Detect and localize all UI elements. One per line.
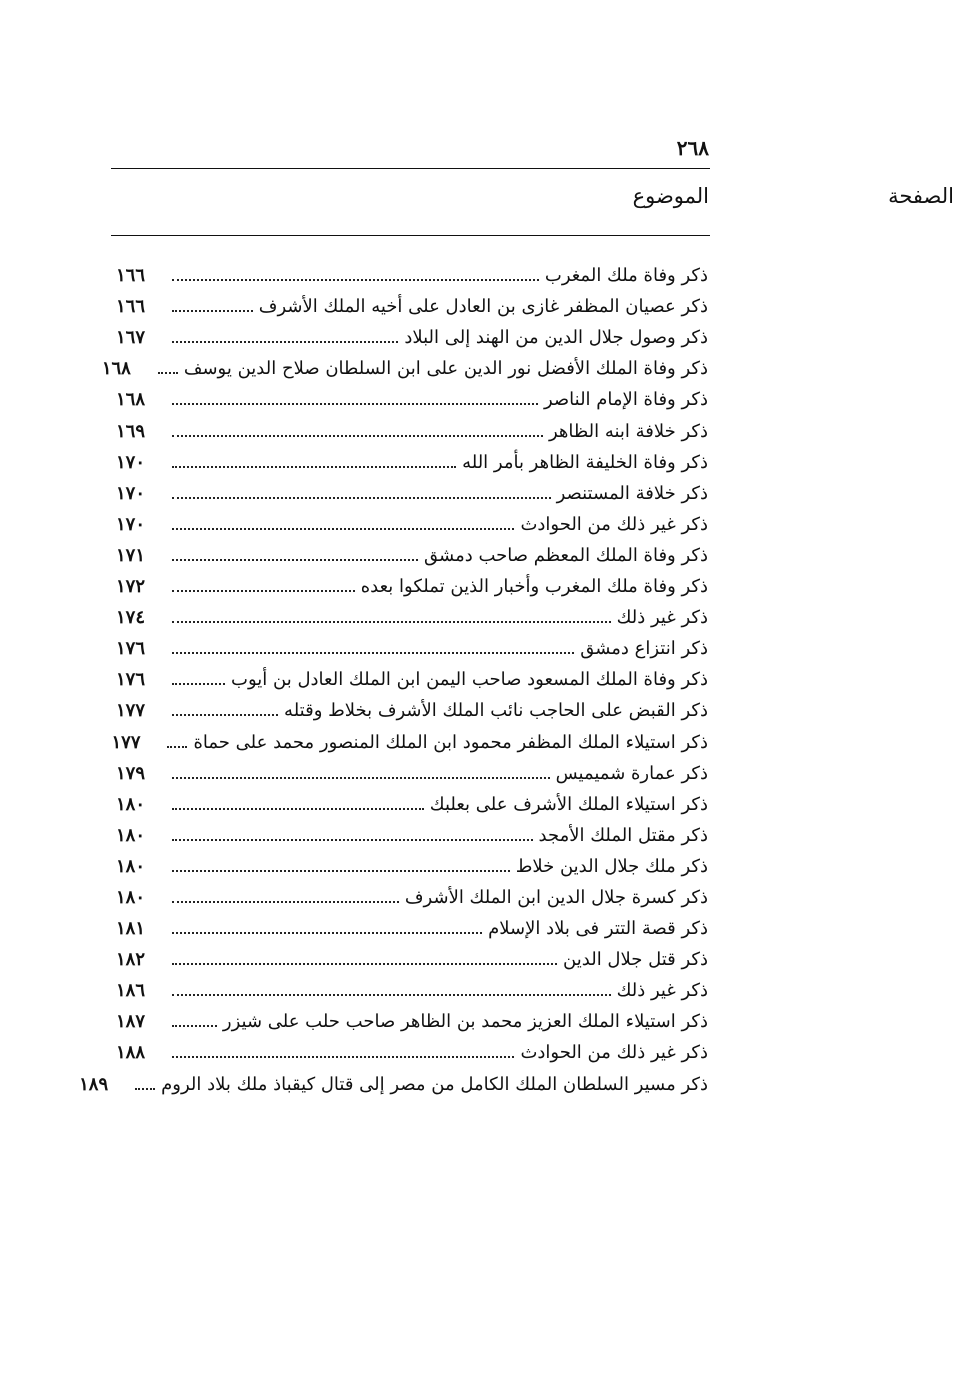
toc-entry-page: ١٧٧	[116, 700, 146, 722]
dot-leader	[172, 497, 551, 499]
toc-entry-title: ذكر قصة التتر فى بلاد الإسلام	[488, 918, 708, 940]
toc-entry	[116, 783, 708, 814]
toc-entry	[116, 627, 708, 658]
toc-entry	[116, 907, 708, 938]
dot-leader	[172, 466, 456, 468]
toc-entry-page: ١٦٦	[116, 296, 146, 318]
toc-entry	[116, 876, 708, 907]
toc-entry	[116, 409, 708, 440]
toc-entry-title: ذكر استيلاء الملك العزيز محمد بن الظاهر صاحب حلب على شيزر	[222, 1011, 708, 1033]
dot-leader	[172, 683, 225, 685]
toc-entry-page: ١٨٨	[116, 1042, 146, 1064]
toc-entry-page: ١٨٩	[79, 1073, 109, 1095]
dot-leader	[172, 1025, 217, 1027]
toc-entry	[116, 316, 708, 347]
header-rule-top	[111, 168, 710, 169]
toc-entry-page: ١٦٨	[101, 358, 131, 380]
toc-entry-page: ١٨٠	[116, 855, 146, 877]
toc-entry-title: ذكر وفاة ملك المغرب وأخبار الذين تملكوا بعده	[360, 576, 708, 598]
dot-leader	[172, 621, 611, 623]
toc-entry-title: ذكر القبض على الحاجب نائب الملك الأشرف بخلاط وقتله	[284, 700, 708, 722]
toc-entry-page: ١٧٤	[116, 607, 146, 629]
toc-entry-page: ١٧٦	[116, 638, 146, 660]
toc-entry	[116, 472, 708, 503]
dot-leader	[172, 310, 253, 312]
toc-entry	[116, 1000, 708, 1031]
toc-entry	[101, 347, 708, 380]
toc-entry	[116, 938, 708, 969]
dot-leader	[172, 994, 611, 996]
toc-entry-title: ذكر غير ذلك من الحوادث	[520, 1042, 708, 1064]
toc-entry-title: ذكر غير ذلك	[616, 980, 708, 1002]
toc-entry	[116, 378, 708, 409]
toc-entry-title: ذكر عصيان المظفر غازى بن العادل على أخيه الملك الأشرف	[258, 296, 708, 318]
toc-entry-title: ذكر خلافة ابنه الظاهر	[548, 420, 708, 442]
toc-entry-page: ١٧٠	[116, 482, 146, 504]
dot-leader	[172, 963, 557, 965]
dot-leader	[167, 746, 187, 748]
toc-entry-page: ١٧٩	[116, 762, 146, 784]
toc-entry-page: ١٨٠	[116, 824, 146, 846]
dot-leader	[172, 279, 539, 281]
toc-entry-title: ذكر كسرة جلال الدين ابن الملك الأشرف	[404, 886, 708, 908]
toc-entry	[79, 1062, 708, 1095]
dot-leader	[135, 1088, 155, 1090]
toc-entry-title: ذكر غير ذلك	[616, 607, 708, 629]
dot-leader	[172, 808, 424, 810]
toc-entry-page: ١٨٢	[116, 949, 146, 971]
toc-entry-page: ١٨٠	[116, 886, 146, 908]
toc-entry-title: ذكر غير ذلك من الحوادث	[520, 513, 708, 535]
toc-entry-title: ذكر خلافة المستنصر	[556, 482, 708, 504]
toc-entry-page: ١٧٧	[111, 731, 141, 753]
toc-entry	[116, 814, 708, 845]
dot-leader	[172, 932, 482, 934]
dot-leader	[172, 403, 538, 405]
toc-entry-page: ١٨٦	[116, 980, 146, 1002]
toc-entry-title: ذكر وفاة الإمام الناصر	[543, 389, 708, 411]
toc-entry	[116, 503, 708, 534]
dot-leader	[172, 652, 574, 654]
dot-leader	[158, 372, 178, 374]
toc-entry-page: ١٧١	[116, 544, 146, 566]
toc-entry-title: ذكر قتل جلال الدين	[563, 949, 708, 971]
dot-leader	[172, 901, 399, 903]
toc-entry	[116, 441, 708, 472]
toc-entry-page: ١٦٨	[116, 389, 146, 411]
toc-entry-title: ذكر مقتل الملك الأمجد	[538, 824, 708, 846]
toc-entry	[116, 752, 708, 783]
dot-leader	[172, 559, 418, 561]
header-rule-bottom	[111, 235, 710, 236]
toc-entry	[116, 596, 708, 627]
toc-entry	[116, 534, 708, 565]
toc-entry-title: ذكر وفاة ملك المغرب	[544, 265, 708, 287]
dot-leader	[172, 341, 398, 343]
toc-entry-page: ١٧٠	[116, 451, 146, 473]
toc-entry	[116, 689, 708, 720]
toc-entry	[116, 1031, 708, 1062]
toc-entry-title: ذكر وفاة الملك الأفضل نور الدين على ابن السلطان صلاح الدين يوسف	[183, 358, 708, 380]
toc-entry-title: ذكر عمارة شميميس	[555, 762, 708, 784]
toc-entry-title: ذكر استيلاء الملك المظفر محمود ابن الملك المنصور محمد على حماة	[193, 731, 708, 753]
toc-entry	[116, 845, 708, 876]
toc-entry-page: ١٨١	[116, 918, 146, 940]
toc-entry-page: ١٧٢	[116, 576, 146, 598]
toc-entry-title: ذكر وصول جلال الدين من الهند إلى البلاد	[404, 327, 708, 349]
dot-leader	[172, 528, 514, 530]
toc-entry-title: ذكر وفاة الملك المسعود صاحب اليمن ابن الملك العادل بن أيوب	[231, 669, 708, 691]
toc-entry-title: ذكر وفاة الخليفة الظاهر بأمر الله	[462, 451, 708, 473]
toc-entry-title: ذكر استيلاء الملك الأشرف على بعلبك	[429, 793, 708, 815]
dot-leader	[172, 714, 278, 716]
toc-entry-page: ١٦٧	[116, 327, 146, 349]
toc-entry-title: ذكر ملك جلال الدين خلاط	[515, 855, 708, 877]
toc-entry-title: ذكر مسير السلطان الملك الكامل من مصر إلى قتال كيقباذ ملك بلاد الروم	[161, 1073, 708, 1095]
toc-entry	[116, 254, 708, 285]
page-column-heading: الصفحة	[888, 184, 954, 208]
dot-leader	[172, 777, 550, 779]
dot-leader	[172, 435, 543, 437]
toc-entry	[116, 969, 708, 1000]
dot-leader	[172, 590, 355, 592]
toc-entry	[116, 658, 708, 689]
page-number: ٢٦٨	[676, 136, 709, 160]
toc-entry	[116, 565, 708, 596]
toc-entry	[116, 285, 708, 316]
toc-entry-page: ١٨٠	[116, 793, 146, 815]
dot-leader	[172, 870, 510, 872]
table-of-contents	[79, 254, 708, 1095]
topic-column-heading: الموضوع	[632, 184, 709, 208]
toc-entry-title: ذكر انتزاع دمشق	[580, 638, 708, 660]
toc-entry-page: ١٦٦	[116, 265, 146, 287]
dot-leader	[172, 839, 533, 841]
dot-leader	[172, 1056, 514, 1058]
toc-entry-page: ١٧٠	[116, 513, 146, 535]
toc-entry	[111, 720, 708, 753]
toc-entry-title: ذكر وفاة الملك المعظم صاحب دمشق	[424, 544, 708, 566]
toc-entry-page: ١٦٩	[116, 420, 146, 442]
toc-entry-page: ١٨٧	[116, 1011, 146, 1033]
toc-entry-page: ١٧٦	[116, 669, 146, 691]
